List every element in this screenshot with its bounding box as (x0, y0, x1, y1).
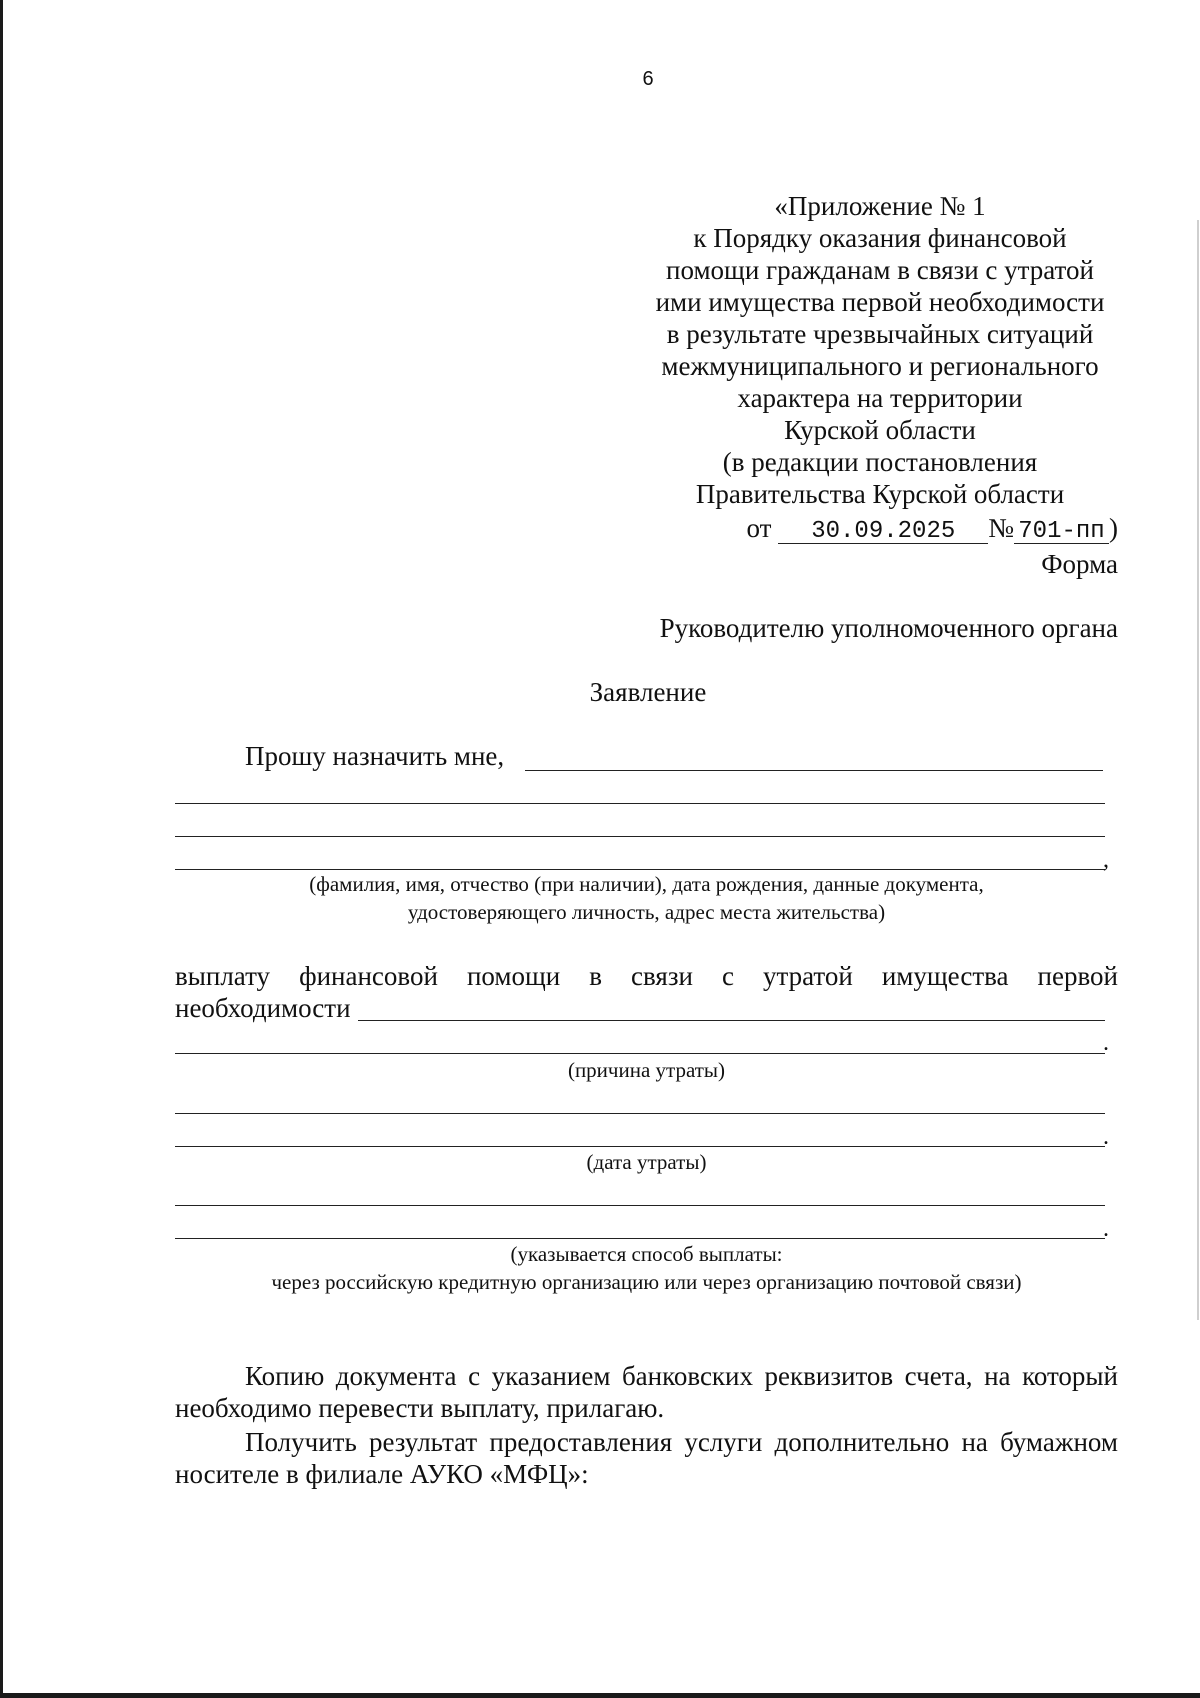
line-period: . (1103, 1030, 1109, 1056)
caption-reason: (причина утраты) (567, 1058, 726, 1082)
caption-person-line: (фамилия, имя, отчество (при наличии), дата рождения, данные документа, (309, 872, 984, 896)
fill-line[interactable] (175, 1146, 1105, 1147)
appendix-line: в результате чрезвычайных ситуаций (666, 319, 1094, 349)
caption-date: (дата утраты) (586, 1150, 707, 1174)
closing-paren: ) (1109, 513, 1118, 543)
appendix-line: Курской области (784, 415, 976, 445)
scan-right-edge (1197, 220, 1199, 1320)
appendix-line: межмуниципального и регионального (661, 351, 1099, 381)
payment-text-cont: необходимости (175, 993, 351, 1023)
line-comma: , (1103, 847, 1109, 873)
appendix-line: характера на территории (737, 383, 1023, 413)
caption-method-line: через российскую кредитную организацию или через организацию почтовой связи) (271, 1270, 1022, 1294)
form-label: Форма (1041, 549, 1118, 579)
date-prefix: от (746, 513, 772, 543)
number-prefix: № (988, 513, 1014, 543)
appendix-line: «Приложение № 1 (774, 191, 986, 221)
appendix-line: помощи гражданам в связи с утратой (666, 255, 1094, 285)
fill-line[interactable] (525, 770, 1103, 771)
document-title: Заявление (589, 677, 707, 707)
fill-line[interactable] (175, 1053, 1105, 1054)
scan-bottom-edge (0, 1693, 1200, 1698)
receive-paragraph: Получить результат предоставления услуги дополнительно на бумажном носителе в филиале АУКО «МФЦ»: (175, 1427, 1118, 1489)
payment-text: выплату финансовой помощи в связи с утратой имущества первой (175, 961, 1118, 991)
line-period: . (1103, 1124, 1109, 1150)
fill-line[interactable] (175, 1205, 1105, 1206)
fill-line[interactable] (175, 1238, 1105, 1239)
number-value: 701-пп (1014, 516, 1109, 544)
copy-paragraph: Копию документа с указанием банковских реквизитов счета, на который необходимо перевести выплату, прилагаю. (175, 1361, 1118, 1423)
line-period: . (1103, 1216, 1109, 1242)
page-number: 6 (642, 68, 654, 90)
appendix-date-line (747, 512, 1118, 544)
request-start: Прошу назначить мне, (245, 741, 505, 771)
caption-person-line: удостоверяющего личность, адрес места жительства) (407, 900, 886, 924)
caption-method-line: (указывается способ выплаты: (510, 1242, 783, 1266)
addressee: Руководителю уполномоченного органа (659, 613, 1118, 643)
appendix-line: к Порядку оказания финансовой (693, 223, 1067, 253)
appendix-line: (в редакции постановления (722, 447, 1038, 477)
scan-left-edge (0, 0, 3, 1698)
appendix-line: Правительства Курской области (695, 479, 1065, 509)
fill-line[interactable] (175, 1113, 1105, 1114)
fill-line[interactable] (175, 836, 1105, 837)
date-value: 30.09.2025 (778, 516, 988, 544)
fill-line[interactable] (175, 803, 1105, 804)
appendix-line: ими имущества первой необходимости (655, 287, 1105, 317)
fill-line[interactable] (358, 1020, 1105, 1021)
